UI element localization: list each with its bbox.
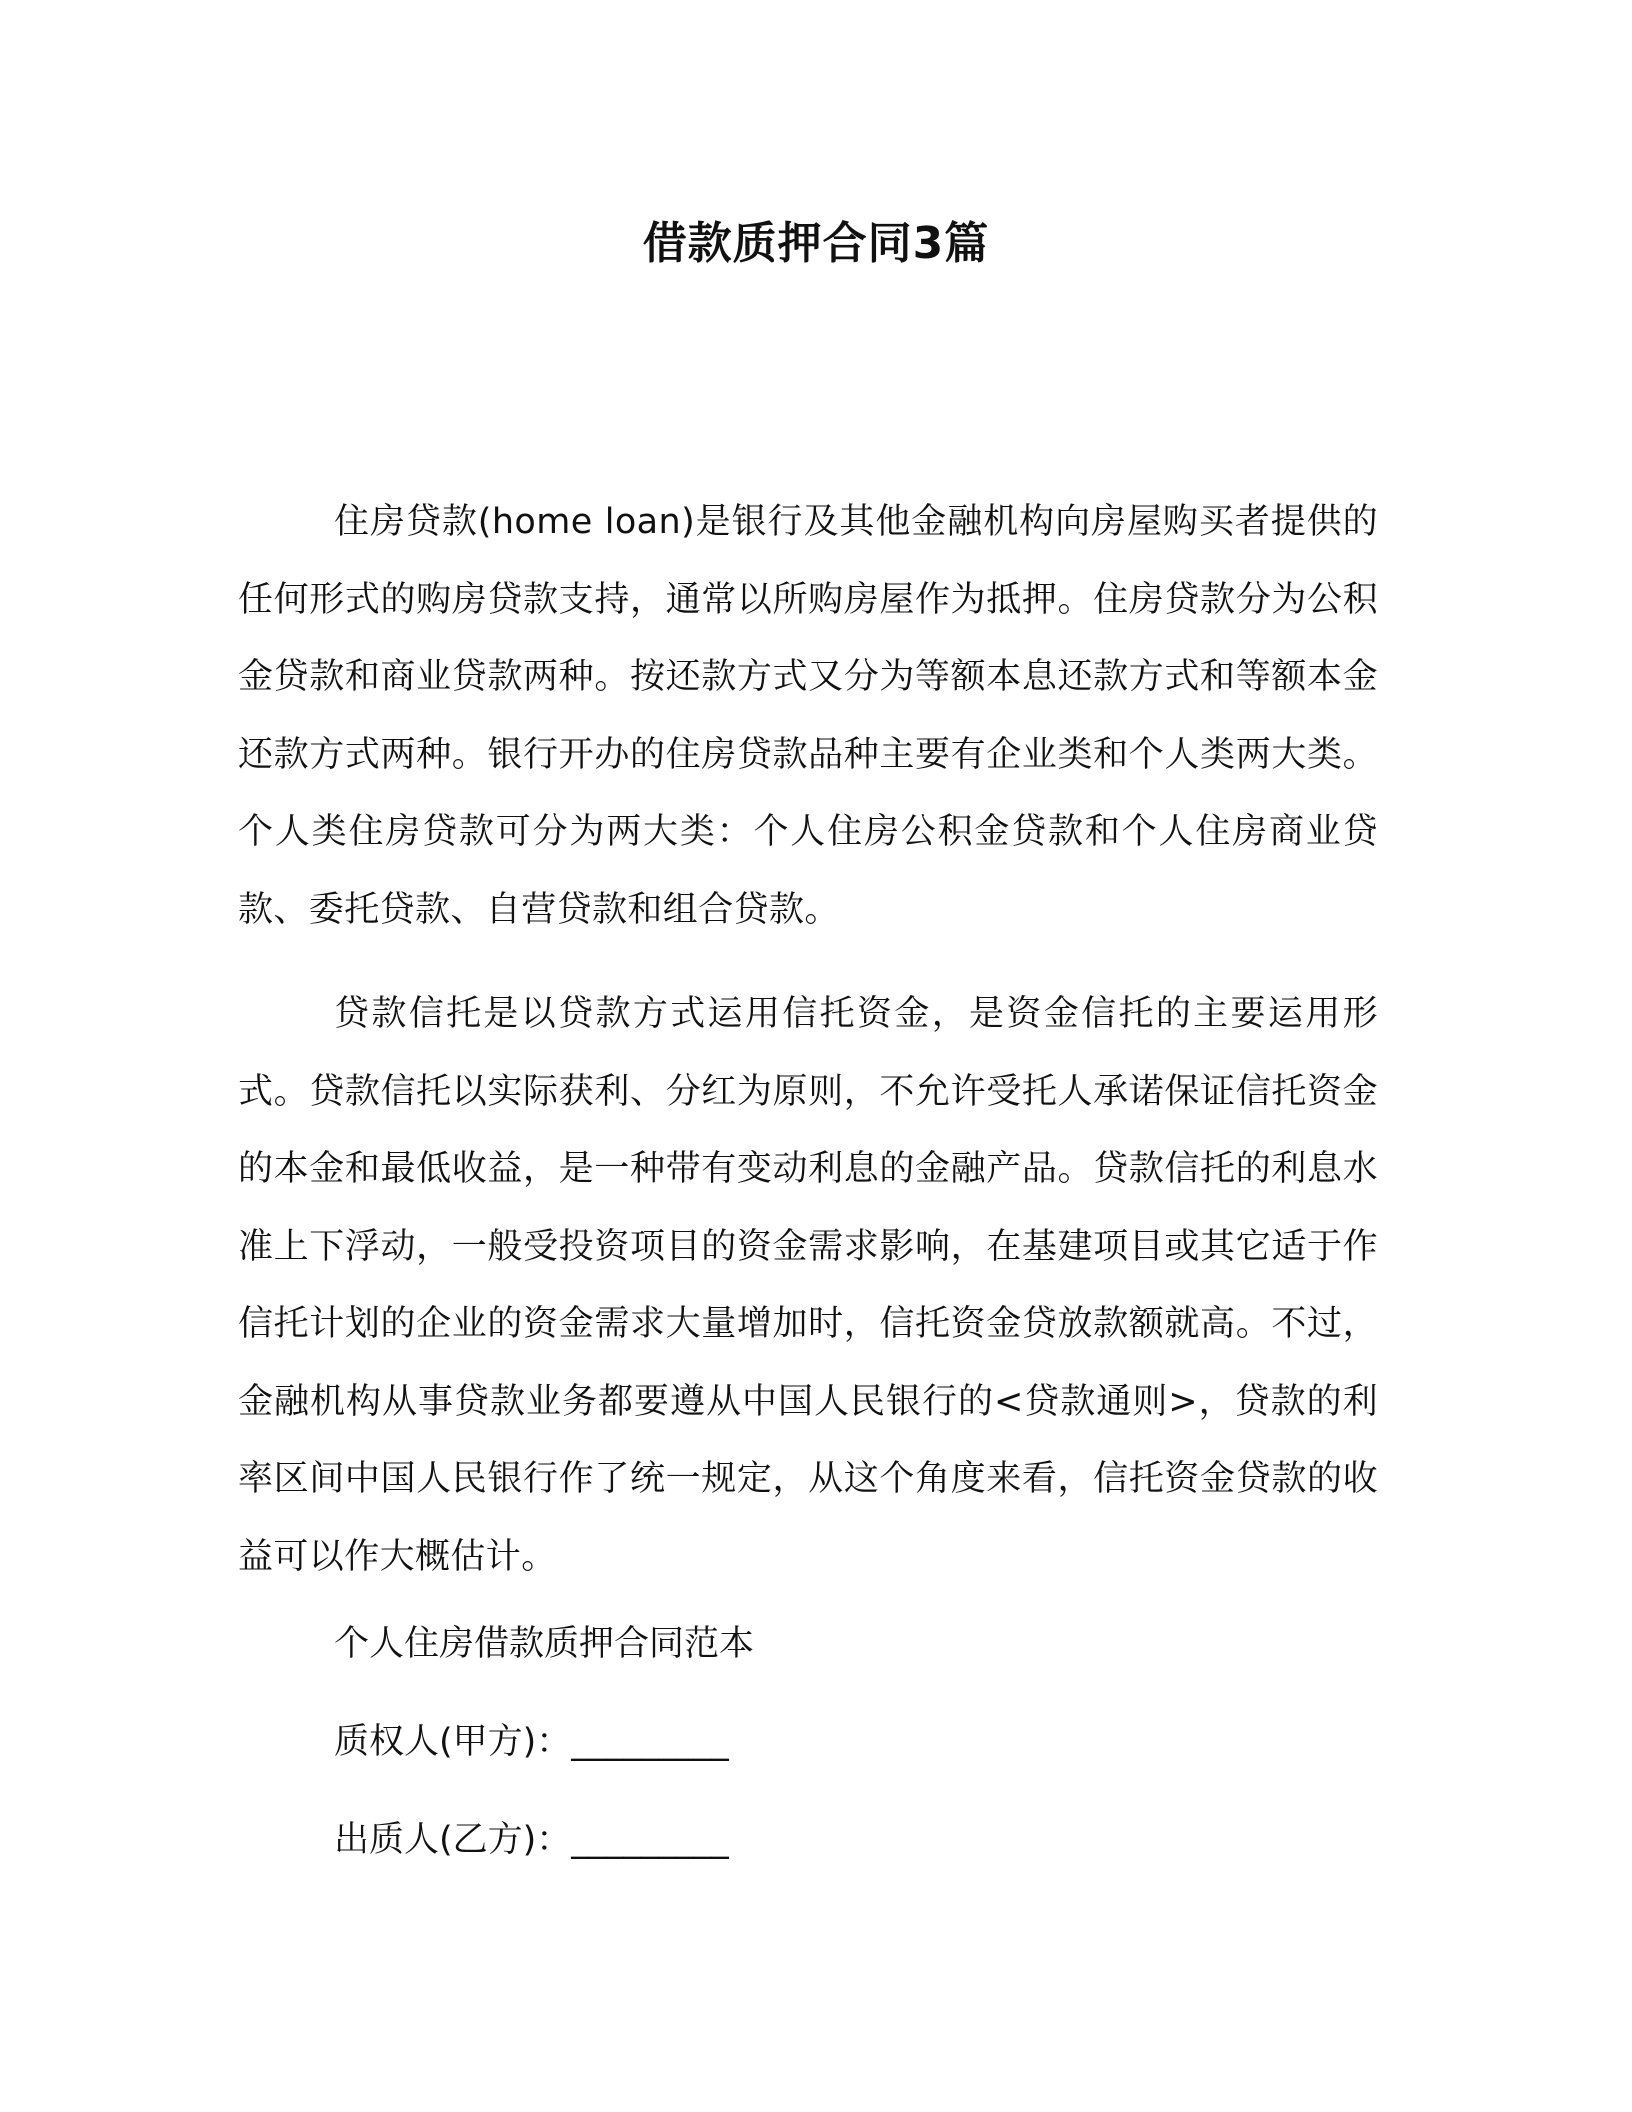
body-text <box>238 484 1378 1596</box>
party-b-line: 出质人(乙方)：_________ <box>334 1820 729 1860</box>
party-a-line: 质权人(甲方)：_________ <box>334 1722 729 1762</box>
paragraph-loan-trust: 贷款信托是以贷款方式运用信托资金，是资金信托的主要运用形式。贷款信托以实际获利、分红为原则，不允许受托人承诺保证信托资金的本金和最低收益，是一种带有变动利息的金融产品。贷款信托的利息水准上下浮动，一般受投资项目的资金需求影响，在基建项目或其它适于作信托计划的企业的资金需求大量增加时，信托资金贷放款额就高。不过，金融机构从事贷款业务都要遵从中国人民银行的<贷款通则>，贷款的利率区间中国人民银行作了统一规定，从这个角度来看，信托资金贷款的收益可以作大概估计。 <box>238 994 1378 1577</box>
paragraph-home-loan: 住房贷款(home loan)是银行及其他金融机构向房屋购买者提供的任何形式的购房贷款支持，通常以所购房屋作为抵押。住房贷款分为公积金贷款和商业贷款两种。按还款方式又分为等额本息还款方式和等额本金还款方式两种。银行开办的住房贷款品种主要有企业类和个人类两大类。个人类住房贷款可分为两大类：个人住房公积金贷款和个人住房商业贷款、委托贷款、自营贷款和组合贷款。 <box>238 502 1378 930</box>
document-title: 借款质押合同3篇 <box>642 218 990 269</box>
section-heading: 个人住房借款质押合同范本 <box>334 1624 755 1664</box>
